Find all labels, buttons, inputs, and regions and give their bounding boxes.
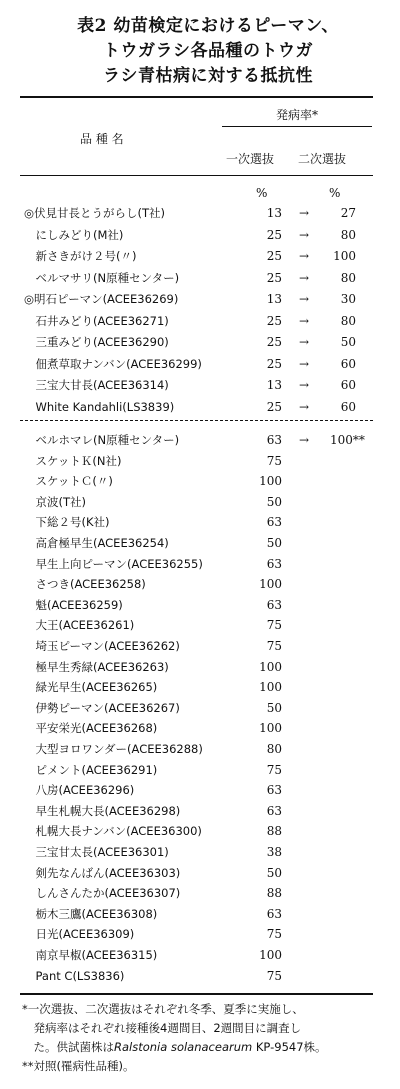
variety-name-cell: 栃木三鷹(ACEE36308) <box>24 906 158 921</box>
arrow-icon: → <box>298 399 310 414</box>
variety-name-cell: しんさんたか(ACEE36307) <box>24 886 181 901</box>
footnote-line-3-text: た。供試菌株は <box>22 1040 114 1054</box>
arrow-icon: → <box>298 313 310 328</box>
variety-name-cell: 札幌大長ナンバン(ACEE36300) <box>24 824 202 839</box>
first-selection-rate: 100 <box>259 577 282 592</box>
arrow-icon: → <box>298 378 310 392</box>
first-selection-rate: 100 <box>259 680 282 695</box>
variety-name-cell: 三宝大甘長(ACEE36314) <box>24 378 169 392</box>
variety-name-cell: 大型ヨロワンダー(ACEE36288) <box>24 742 203 756</box>
first-selection-rate: 100 <box>259 948 282 962</box>
variety-name-cell: ◎明石ピーマン(ACEE36269) <box>24 292 179 306</box>
variety-name-cell: 石井みどり(ACEE36271) <box>24 313 169 328</box>
table-row <box>24 780 374 800</box>
arrow-icon: → <box>298 206 310 220</box>
title-line-2: トウガラシ各品種のトウガ <box>103 41 313 61</box>
first-selection-rate: 13 <box>266 292 282 306</box>
first-selection-rate: 25 <box>266 399 282 414</box>
table-row <box>24 225 374 245</box>
first-selection-rate: 75 <box>266 618 282 633</box>
first-selection-rate: 38 <box>266 845 282 859</box>
table-row <box>24 883 374 903</box>
variety-name-cell: スケットＣ(〃) <box>24 474 113 489</box>
group-divider <box>20 420 373 421</box>
header-bottom-rule <box>20 175 373 176</box>
variety-name-cell: ベルマサリ(N原種センター) <box>24 270 180 285</box>
table-row <box>24 246 374 266</box>
first-selection-rate: 63 <box>266 783 282 798</box>
table-row <box>24 492 374 512</box>
variety-name-cell: 平安栄光(ACEE36268) <box>24 721 158 736</box>
table-row <box>24 924 374 944</box>
table-row <box>24 615 374 635</box>
title-line-3: ラシ青枯病に対する抵抗性 <box>103 66 313 86</box>
footnote <box>22 1000 382 1076</box>
unit-first: % <box>256 186 268 200</box>
first-selection-rate: 63 <box>266 597 282 612</box>
first-selection-rate: 88 <box>266 824 282 839</box>
header-first-selection: 一次選抜 <box>226 152 275 166</box>
table-row <box>24 863 374 883</box>
footnote-line-3 <box>22 1038 382 1057</box>
header-second-selection: 二次選抜 <box>298 152 347 166</box>
table-row <box>24 354 374 374</box>
first-selection-rate: 25 <box>266 313 282 328</box>
unit-second: % <box>329 186 341 200</box>
variety-name-cell: ◎伏見甘長とうがらし(T社) <box>24 206 166 220</box>
arrow-icon: → <box>298 249 310 263</box>
table-row <box>24 739 374 759</box>
table-row <box>24 821 374 841</box>
variety-name-cell: 魁(ACEE36259) <box>24 597 123 612</box>
table-row <box>24 430 374 450</box>
table-row <box>24 760 374 780</box>
variety-name-cell: 高倉極早生(ACEE36254) <box>24 536 169 550</box>
first-selection-rate: 25 <box>266 270 282 285</box>
first-selection-rate: 63 <box>266 556 282 571</box>
variety-name-cell: にしみどり(M社) <box>24 227 124 242</box>
table-row <box>24 533 374 553</box>
variety-name-cell: 早生上向ピーマン(ACEE36255) <box>24 556 203 571</box>
first-selection-rate: 100 <box>259 721 282 736</box>
first-selection-rate: 25 <box>266 249 282 263</box>
second-selection-rate: 60 <box>340 378 356 392</box>
variety-name-cell: 大王(ACEE36261) <box>24 618 135 633</box>
bottom-rule <box>20 993 373 995</box>
header-sub-rule <box>222 126 372 127</box>
footnote-strain: KP-9547株。 <box>252 1040 327 1054</box>
table-row <box>24 289 374 309</box>
variety-name-cell: 埼玉ピーマン(ACEE36262) <box>24 639 180 653</box>
second-selection-rate: 80 <box>340 227 356 242</box>
first-selection-rate: 80 <box>266 742 282 756</box>
variety-name-cell: スケットＫ(N社) <box>24 453 122 468</box>
table-row <box>24 311 374 331</box>
first-selection-rate: 50 <box>266 494 282 509</box>
first-selection-rate: 13 <box>266 378 282 392</box>
table-row <box>24 718 374 738</box>
table-row <box>24 945 374 965</box>
table-row <box>24 677 374 697</box>
table-row <box>24 842 374 862</box>
table-row <box>24 451 374 471</box>
second-selection-rate: 60 <box>340 356 356 371</box>
footnote-species-name: Ralstonia solanacearum <box>114 1040 253 1054</box>
table-row <box>24 801 374 821</box>
second-selection-rate: 30 <box>340 292 356 306</box>
first-selection-rate: 25 <box>266 356 282 371</box>
header-variety-name: 品 種 名 <box>80 132 124 146</box>
table-row <box>24 268 374 288</box>
variety-name-cell: 下総２号(K社) <box>24 515 110 530</box>
variety-name-cell: 新さきがけ２号(〃) <box>24 249 137 263</box>
table-row <box>24 554 374 574</box>
table-row <box>24 375 374 395</box>
table-row <box>24 966 374 986</box>
table-row <box>24 512 374 532</box>
header-disease-rate: 発病率* <box>276 108 319 122</box>
variety-name-cell: 極早生秀緑(ACEE36263) <box>24 659 169 674</box>
first-selection-rate: 63 <box>266 906 282 921</box>
footnote-line-2: 発病率はそれぞれ接種後4週間目、2週間目に調査し <box>22 1021 302 1035</box>
table-title <box>18 14 398 89</box>
variety-name-cell: 伊勢ピーマン(ACEE36267) <box>24 700 180 715</box>
variety-name-cell: 剣先なんばん(ACEE36303) <box>24 865 181 880</box>
variety-name-cell: 京波(T社) <box>24 494 86 509</box>
footnote-line-1: *一次選抜、二次選抜はそれぞれ冬季、夏季に実施し、 <box>22 1002 304 1016</box>
arrow-icon: → <box>298 356 310 371</box>
first-selection-rate: 50 <box>266 700 282 715</box>
first-selection-rate: 100 <box>259 474 282 489</box>
table-row <box>24 636 374 656</box>
first-selection-rate: 88 <box>266 886 282 901</box>
first-selection-rate: 50 <box>266 865 282 880</box>
table-row <box>24 203 374 223</box>
table-row <box>24 397 374 417</box>
variety-name-cell: 佃煮草取ナンバン(ACEE36299) <box>24 356 202 371</box>
variety-name-cell: 三重みどり(ACEE36290) <box>24 335 169 349</box>
first-selection-rate: 13 <box>266 206 282 220</box>
second-selection-rate: 80 <box>340 270 356 285</box>
arrow-icon: → <box>298 227 310 242</box>
table-row <box>24 332 374 352</box>
variety-name-cell: ベルホマレ(N原種センター) <box>24 433 180 447</box>
variety-name-cell: Pant C(LS3836) <box>24 968 125 983</box>
arrow-icon: → <box>298 292 310 306</box>
arrow-icon: → <box>298 270 310 285</box>
first-selection-rate: 50 <box>266 536 282 550</box>
first-selection-rate: 75 <box>266 639 282 653</box>
table-row <box>24 595 374 615</box>
first-selection-rate: 25 <box>266 227 282 242</box>
variety-name-cell: 日光(ACEE36309) <box>24 927 135 942</box>
top-rule <box>20 96 373 98</box>
table-row <box>24 904 374 924</box>
table-row <box>24 698 374 718</box>
first-selection-rate: 75 <box>266 968 282 983</box>
first-selection-rate: 75 <box>266 927 282 942</box>
first-selection-rate: 25 <box>266 335 282 349</box>
variety-name-cell: 八房(ACEE36296) <box>24 783 135 798</box>
table-row <box>24 657 374 677</box>
title-line-1: 表2 幼苗検定におけるピーマン、 <box>77 16 339 36</box>
first-selection-rate: 63 <box>266 433 282 447</box>
second-selection-rate: 100 <box>333 249 356 263</box>
arrow-icon: → <box>298 335 310 349</box>
first-selection-rate: 75 <box>266 453 282 468</box>
table-row <box>24 471 374 491</box>
variety-name-cell: White Kandahli(LS3839) <box>24 399 175 414</box>
variety-name-cell: 緑光早生(ACEE36265) <box>24 680 158 695</box>
second-selection-rate: 50 <box>340 335 356 349</box>
second-selection-rate: 27 <box>340 206 356 220</box>
variety-name-cell: ピメント(ACEE36291) <box>24 762 158 777</box>
second-selection-rate: 100** <box>330 433 365 447</box>
first-selection-rate: 100 <box>259 659 282 674</box>
second-selection-rate: 60 <box>340 399 356 414</box>
first-selection-rate: 63 <box>266 803 282 818</box>
second-selection-rate: 80 <box>340 313 356 328</box>
variety-name-cell: 早生札幌大長(ACEE36298) <box>24 803 181 818</box>
variety-name-cell: さつき(ACEE36258) <box>24 577 146 592</box>
first-selection-rate: 63 <box>266 515 282 530</box>
table-row <box>24 574 374 594</box>
arrow-icon: → <box>298 433 310 447</box>
variety-name-cell: 南京早椒(ACEE36315) <box>24 948 158 962</box>
footnote-line-4: **対照(罹病性品種)。 <box>22 1059 135 1073</box>
first-selection-rate: 75 <box>266 762 282 777</box>
variety-name-cell: 三宝甘太長(ACEE36301) <box>24 845 169 859</box>
